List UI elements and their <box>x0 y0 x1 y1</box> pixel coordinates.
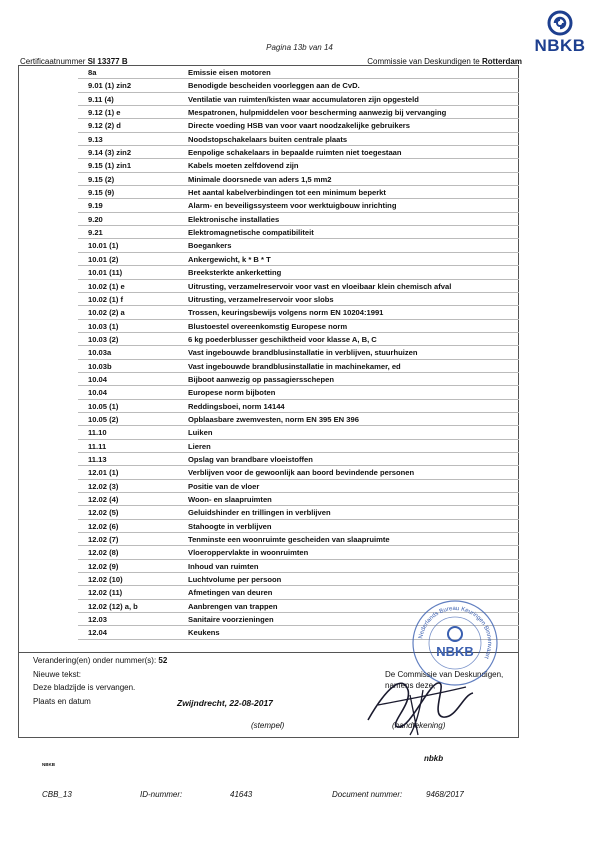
article-description: Vloeroppervlakte in woonruimten <box>188 548 309 558</box>
table-row <box>18 333 519 346</box>
article-code: 12.02 (10) <box>88 575 123 585</box>
form-code: CBB_13 <box>42 790 72 799</box>
article-description: Geluidshinder en trillingen in verblijven <box>188 508 331 518</box>
article-code: 9.01 (1) zin2 <box>88 81 132 91</box>
article-description: Positie van de vloer <box>188 481 260 491</box>
table-row <box>18 79 519 92</box>
article-description: Vast ingebouwde brandblusinstallatie in machinekamer, ed <box>188 361 401 371</box>
id-label: ID-nummer: <box>140 790 183 799</box>
article-description: Boegankers <box>188 241 232 251</box>
article-code: 10.01 (2) <box>88 254 119 264</box>
article-code: 12.02 (11) <box>88 588 123 598</box>
table-row <box>18 400 519 413</box>
article-code: 12.04 <box>88 628 108 638</box>
small-nbkb-mark: NBKB <box>42 762 55 767</box>
table-row <box>18 360 519 373</box>
table-row <box>18 133 519 146</box>
article-description: Bijboot aanwezig op passagiersschepen <box>188 374 335 384</box>
certificate-label: Certificaatnummer <box>20 57 86 66</box>
table-row <box>18 546 519 559</box>
commission-city: Rotterdam <box>481 57 522 66</box>
article-description: Blustoestel overeenkomstig Europese norm <box>188 321 348 331</box>
article-description: Woon- en slaapruimten <box>188 495 272 504</box>
table-row <box>18 213 519 226</box>
article-code: 9.13 <box>88 134 103 144</box>
stamp-ring-text: Nederlands Bureau Keuringen Binnenvaart <box>418 605 493 660</box>
stamp-center-text: NBKB <box>436 644 474 659</box>
article-code: 9.15 (2) <box>88 174 115 184</box>
article-code: 9.14 (3) zin2 <box>88 148 132 158</box>
article-code: 10.03 (1) <box>88 321 119 331</box>
document-number-value: 9468/2017 <box>426 790 464 799</box>
article-code: 12.02 (7) <box>88 535 119 545</box>
article-code: 12.02 (8) <box>88 548 119 558</box>
article-description: Mespatronen, hulpmiddelen voor bescherming aanwezig bij vervanging <box>188 108 447 118</box>
table-row <box>18 506 519 519</box>
article-code: 11.10 <box>88 428 107 438</box>
article-description: Opslag van brandbare vloeistoffen <box>188 454 313 464</box>
article-description: Aanbrengen van trappen <box>188 601 278 611</box>
table-row <box>18 93 519 106</box>
article-description: Noodstopschakelaars buiten centrale plaats <box>188 134 348 144</box>
signature-label: (handtekening) <box>392 721 446 730</box>
place-date-label: Plaats en datum <box>33 697 91 706</box>
article-description: Kabels moeten zelfdovend zijn <box>188 161 299 171</box>
article-description: Directe voeding HSB van voor vaart noodzakelijke gebruikers <box>188 121 410 131</box>
article-description: Tenminste een woonruimte gescheiden van slaapruimte <box>188 535 390 545</box>
table-row <box>18 119 519 132</box>
article-code: 9.11 (4) <box>88 94 114 104</box>
article-description: Benodigde bescheiden voorleggen aan de CvD. <box>188 81 360 91</box>
article-code: 11.13 <box>88 454 107 464</box>
signature-name: nbkb <box>424 754 444 763</box>
table-row <box>18 426 519 439</box>
article-description: Luiken <box>188 428 213 438</box>
article-code: 12.03 <box>88 615 108 625</box>
article-description: Emissie eisen motoren <box>188 68 271 77</box>
table-row <box>18 440 519 453</box>
article-description: Elektronische installaties <box>188 214 280 224</box>
commission-label: Commissie van Deskundigen te <box>367 57 480 66</box>
table-row <box>18 480 519 493</box>
article-description: Vast ingebouwde brandblusinstallatie in verblijven, stuurhuizen <box>188 348 418 358</box>
article-description: Opblaasbare zwemvesten, norm EN 395 EN 396 <box>188 414 359 424</box>
article-code: 10.02 (1) f <box>88 294 124 304</box>
article-description: Elektromagnetische compatibiliteit <box>188 228 314 238</box>
table-row <box>18 146 519 159</box>
stamp-label: (stempel) <box>251 721 285 730</box>
article-code: 10.01 (1) <box>88 241 119 251</box>
table-row <box>18 413 519 426</box>
article-code: 12.01 (1) <box>88 468 119 478</box>
article-code: 10.02 (2) a <box>88 308 125 318</box>
changes-value: 52 <box>158 656 168 665</box>
replaced-label: Deze bladzijde is vervangen. <box>33 683 136 692</box>
table-row <box>18 66 519 79</box>
id-value: 41643 <box>230 790 253 799</box>
table-row <box>18 373 519 386</box>
table-row <box>18 280 519 293</box>
article-description: Het aantal kabelverbindingen tot een minimum beperkt <box>188 188 386 198</box>
table-row <box>18 266 519 279</box>
article-description: Ankergewicht, k * B * T <box>188 254 271 264</box>
article-code: 9.19 <box>88 201 103 211</box>
article-code: 9.12 (1) e <box>88 108 121 118</box>
table-row <box>18 226 519 239</box>
article-description: Stahoogte in verblijven <box>188 521 272 531</box>
article-description: Luchtvolume per persoon <box>188 575 282 585</box>
table-row <box>18 199 519 212</box>
article-code: 11.11 <box>88 441 107 451</box>
changes-line <box>33 656 167 665</box>
article-code: 10.01 (11) <box>88 268 123 278</box>
commission-line-2: namens deze, <box>385 681 436 690</box>
changes-label: Verandering(en) onder nummer(s): <box>33 656 157 665</box>
table-row <box>18 520 519 533</box>
article-description: Uitrusting, verzamelreservoir voor slobs <box>188 294 334 304</box>
table-row <box>18 239 519 252</box>
article-code: 9.21 <box>88 228 103 238</box>
article-description: Uitrusting, verzamelreservoir voor vast en vloeibaar klein chemisch afval <box>188 281 452 291</box>
article-description: Alarm- en beveiligssysteem voor werktuigbouw inrichting <box>188 201 397 211</box>
article-code: 10.03 (2) <box>88 334 119 344</box>
table-row <box>18 493 519 506</box>
page-number: Pagina 13b van 14 <box>266 43 333 52</box>
article-code: 10.05 (1) <box>88 401 119 411</box>
article-code: 12.02 (9) <box>88 561 119 571</box>
article-table <box>18 66 519 640</box>
article-code: 12.02 (5) <box>88 508 119 518</box>
table-row <box>18 466 519 479</box>
article-code: 10.03a <box>88 348 112 358</box>
table-row <box>18 306 519 319</box>
article-description: Verblijven voor de gewoonlijk aan boord bevindende personen <box>188 468 415 478</box>
article-code: 12.02 (6) <box>88 521 119 531</box>
article-code: 9.15 (9) <box>88 188 115 198</box>
new-text-label: Nieuwe tekst: <box>33 670 82 679</box>
article-description: Trossen, keuringsbewijs volgens norm EN 10204:1991 <box>188 308 384 318</box>
table-row <box>18 453 519 466</box>
commission-line-1: De Commissie van Deskundigen, <box>385 670 504 679</box>
article-description: Afmetingen van deuren <box>188 588 273 598</box>
article-description: Inhoud van ruimten <box>188 561 259 571</box>
article-description: Ventilatie van ruimten/kisten waar accumulatoren zijn opgesteld <box>188 94 419 104</box>
article-description: Sanitaire voorzieningen <box>188 615 274 625</box>
article-code: 10.05 (2) <box>88 414 119 424</box>
article-description: Europese norm bijboten <box>188 388 276 398</box>
article-code: 9.12 (2) d <box>88 121 121 131</box>
table-row <box>18 533 519 546</box>
article-code: 9.20 <box>88 214 103 224</box>
table-row <box>18 346 519 359</box>
document-number-label: Document nummer: <box>332 790 403 799</box>
handwritten-signature <box>348 665 488 740</box>
article-description: Breeksterkte ankerketting <box>188 268 282 278</box>
article-description: Keukens <box>188 628 220 638</box>
table-row <box>18 320 519 333</box>
nbkb-logo <box>528 10 592 62</box>
article-description: 6 kg poederblusser geschiktheid voor klasse A, B, C <box>188 334 377 344</box>
certificate-value: SI 13377 B <box>87 57 128 66</box>
article-code: 8a <box>88 68 97 77</box>
stamp-emblem-icon <box>448 627 462 641</box>
table-row <box>18 386 519 399</box>
article-code: 10.02 (1) e <box>88 281 125 291</box>
place-date-value: Zwijndrecht, 22-08-2017 <box>177 698 273 708</box>
article-description: Eenpolige schakelaars in bepaalde ruimten niet toegestaan <box>188 148 402 158</box>
article-description: Reddingsboei, norm 14144 <box>188 401 285 411</box>
article-code: 10.04 <box>88 374 108 384</box>
table-row <box>18 560 519 573</box>
article-code: 12.02 (3) <box>88 481 119 491</box>
article-code: 12.02 (12) a, b <box>88 601 138 611</box>
table-row <box>18 106 519 119</box>
table-row <box>18 573 519 586</box>
logo-text: NBKB <box>534 36 586 55</box>
article-code: 9.15 (1) zin1 <box>88 161 132 171</box>
article-code: 12.02 (4) <box>88 495 119 504</box>
table-row <box>18 253 519 266</box>
article-description: Minimale doorsnede van aders 1,5 mm2 <box>188 174 332 184</box>
table-row <box>18 159 519 172</box>
table-row <box>18 173 519 186</box>
article-code: 10.03b <box>88 361 112 371</box>
article-code: 10.04 <box>88 388 108 398</box>
table-row <box>18 293 519 306</box>
article-description: Lieren <box>188 441 211 451</box>
table-row <box>18 186 519 199</box>
